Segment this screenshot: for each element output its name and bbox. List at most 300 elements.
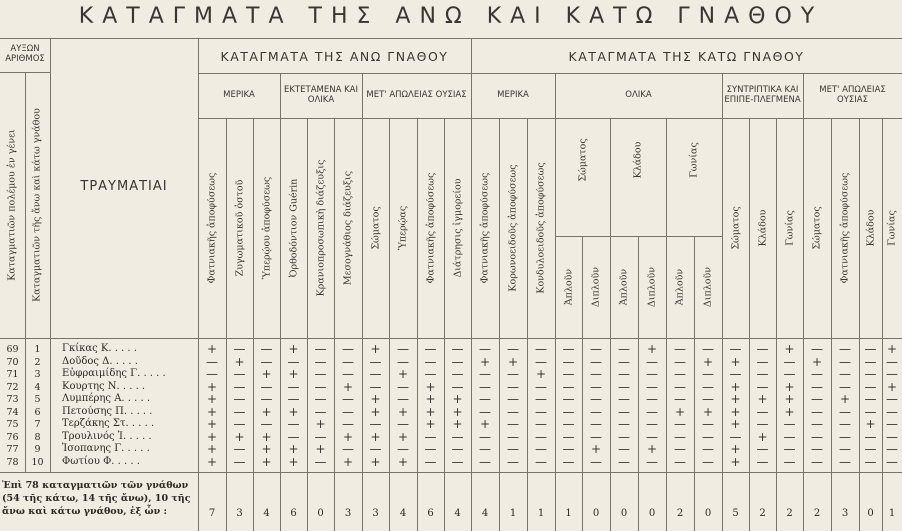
table-cell-mark: —	[233, 367, 246, 381]
table-cell-mark: —	[451, 442, 464, 456]
table-cell-mark: +	[234, 354, 245, 369]
table-cell-mark: —	[646, 429, 658, 444]
table-cell-mark: —	[864, 342, 877, 356]
table-cell-mark: +	[370, 429, 381, 444]
table-cell-mark: —	[864, 354, 877, 369]
table-cell-mark: —	[507, 392, 519, 406]
table-cell-mark: —	[646, 417, 658, 431]
total-value: 0	[592, 508, 600, 519]
column-header: Φατνιακῆς ἀποφύσεως	[425, 172, 436, 284]
column-header: Ἁπλοῦν	[674, 268, 686, 306]
table-cell-mark: —	[864, 442, 877, 456]
rule-v-col	[749, 118, 750, 531]
table-cell-mark: —	[535, 454, 547, 469]
total-value: 6	[290, 508, 297, 519]
table-cell-mark: +	[397, 404, 409, 419]
column-header: Κλάδου	[865, 209, 876, 247]
table-cell-mark: —	[646, 404, 658, 419]
table-cell-mark: —	[562, 379, 575, 394]
table-cell-mark: —	[479, 442, 491, 456]
table-cell-mark: +	[535, 367, 547, 381]
table-cell-mark: +	[315, 442, 326, 456]
row-number-jaw: 10	[31, 456, 44, 468]
subgroup-header: ΜΕΤ' ΑΠΩΛΕΙΑΣ ΟΥΣΙΑΣ	[819, 85, 886, 105]
rule-v-col	[776, 118, 777, 531]
table-cell-mark: —	[287, 354, 300, 369]
rule-v-col	[882, 118, 883, 531]
column-header: Ὑπερῴας	[397, 205, 409, 251]
table-cell-mark: —	[646, 379, 658, 394]
table-cell-mark: —	[369, 367, 382, 381]
table-cell-mark: +	[479, 417, 491, 431]
table-cell-mark: —	[535, 417, 547, 431]
table-cell-mark: —	[618, 429, 630, 444]
table-cell-mark: —	[811, 379, 823, 394]
table-cell-mark: +	[702, 354, 714, 369]
table-cell-mark: —	[424, 429, 437, 444]
row-number-war: 77	[6, 444, 19, 455]
row-number-war: 71	[6, 369, 19, 380]
table-cell-mark: +	[370, 392, 381, 406]
subgroup-header: ΕΚΤΕΤΑΜΕΝΑ ΚΑΙ ΟΛΙΚΑ	[284, 85, 358, 105]
table-cell-mark: —	[369, 354, 382, 369]
table-cell-mark: —	[729, 367, 742, 381]
table-cell-mark: —	[507, 454, 519, 469]
table-cell-mark: —	[618, 379, 630, 394]
table-cell-mark: +	[886, 379, 898, 394]
table-cell-mark: +	[370, 342, 381, 356]
table-cell-mark: —	[451, 429, 464, 444]
table-cell-mark: —	[590, 367, 602, 381]
table-cell-mark: —	[287, 392, 300, 406]
table-cell-mark: —	[424, 442, 437, 456]
table-cell-mark: —	[618, 404, 630, 419]
rule-body-bottom	[0, 472, 902, 473]
table-cell-mark: —	[342, 367, 354, 381]
table-cell-mark: —	[783, 367, 796, 381]
table-cell-mark: +	[730, 442, 741, 456]
column-header: Κονδυλοειδοῦς ἀποφύσεως	[535, 162, 547, 294]
table-cell-mark: —	[369, 442, 382, 456]
table-cell-mark: —	[702, 442, 714, 456]
row-number-jaw: 3	[34, 369, 41, 380]
table-cell-mark: —	[397, 417, 409, 431]
table-cell-mark: +	[288, 404, 299, 419]
table-cell-mark: —	[424, 454, 437, 469]
row-number-jaw: 5	[34, 394, 41, 405]
column-header: Κλάδου	[757, 209, 768, 247]
total-value: 4	[481, 508, 489, 519]
group-header-lower-jaw: ΚΑΤΑΓΜΑΤΑ ΤΗΣ ΚΑΤΩ ΓΝΑΘΟΥ	[568, 48, 805, 64]
total-value: 1	[888, 508, 896, 519]
table-cell-mark: —	[314, 454, 327, 469]
table-cell-mark: —	[535, 392, 547, 406]
rule-group	[198, 73, 902, 74]
rule-v-col	[389, 118, 390, 531]
total-value: 2	[759, 508, 766, 519]
table-cell-mark: —	[562, 454, 575, 469]
wounded-name: Πετούσης Π. . . . .	[62, 405, 153, 417]
table-cell-mark: —	[783, 442, 796, 456]
table-cell-mark: —	[590, 454, 602, 469]
column-header: Κρανιοπροσωπικὴ διάζευξις	[315, 159, 326, 297]
total-value: 3	[372, 508, 379, 519]
table-cell-mark: —	[702, 417, 714, 431]
table-cell-mark: +	[784, 342, 795, 356]
table-cell-mark: —	[618, 367, 630, 381]
table-cell-mark: —	[479, 367, 491, 381]
table-cell-mark: —	[864, 429, 877, 444]
table-cell-mark: —	[886, 392, 898, 406]
group-header-upper-jaw: ΚΑΤΑΓΜΑΤΑ ΤΗΣ ΑΝΩ ΓΝΑΘΟΥ	[220, 48, 449, 64]
table-cell-mark: —	[839, 367, 851, 381]
table-cell-mark: —	[618, 392, 630, 406]
table-cell-mark: —	[314, 429, 327, 444]
table-cell-mark: —	[206, 367, 218, 381]
table-cell-mark: —	[674, 417, 686, 431]
total-value: 4	[263, 508, 270, 519]
table-cell-mark: —	[590, 354, 602, 369]
table-cell-mark: +	[425, 417, 436, 431]
table-cell-mark: +	[839, 392, 851, 406]
table-cell-mark: —	[674, 392, 686, 406]
table-cell-mark: +	[730, 379, 741, 394]
table-cell-mark: —	[451, 367, 464, 381]
table-cell-mark: +	[288, 342, 299, 356]
table-cell-mark: —	[756, 454, 769, 469]
table-cell-mark: —	[839, 354, 851, 369]
footer-line-1: Ἐπὶ 78 καταγματιῶν τῶν γνάθων	[2, 480, 189, 491]
table-cell-mark: +	[206, 442, 218, 456]
row-number-war: 75	[6, 419, 19, 430]
table-cell-mark: —	[590, 379, 602, 394]
total-value: 0	[704, 508, 712, 519]
row-number-jaw: 6	[34, 406, 41, 418]
table-cell-mark: —	[287, 429, 300, 444]
table-cell-mark: —	[260, 342, 273, 356]
table-cell-mark: —	[811, 454, 823, 469]
table-cell-mark: +	[342, 379, 354, 394]
table-cell-mark: —	[590, 404, 602, 419]
table-cell-mark: +	[206, 342, 218, 356]
auxon-arithmos-header: ΑΥΞΩΝ ΑΡΙΘΜΟΣ	[5, 44, 45, 64]
table-cell-mark: —	[864, 367, 877, 381]
table-cell-mark: —	[590, 392, 602, 406]
table-cell-mark: +	[315, 417, 326, 431]
row-number-jaw: 4	[34, 381, 41, 393]
table-cell-mark: —	[206, 354, 218, 369]
table-cell-mark: —	[507, 379, 519, 394]
wounded-name: Τρουλινός Ἰ. . . . .	[62, 430, 152, 442]
total-value: 6	[427, 508, 434, 519]
table-cell-mark: —	[783, 454, 796, 469]
table-cell-mark: —	[260, 392, 273, 406]
table-cell-mark: —	[839, 342, 851, 356]
table-cell-mark: —	[674, 367, 686, 381]
table-cell-mark: —	[839, 417, 851, 431]
wounded-header: ΤΡΑΥΜΑΤΙΑΙ	[80, 178, 168, 194]
total-value: 1	[537, 508, 545, 519]
table-cell-mark: —	[729, 342, 742, 356]
table-cell-mark: —	[618, 442, 630, 456]
subgroup-header: ΟΛΙΚΑ	[625, 90, 652, 101]
table-cell-mark: —	[590, 429, 602, 444]
table-cell-mark: —	[535, 404, 547, 419]
total-value: 2	[786, 508, 793, 519]
table-cell-mark: —	[702, 392, 714, 406]
column-header: Ἁπλοῦν	[618, 268, 630, 306]
table-cell-mark: +	[811, 354, 823, 369]
column-header: Ζυγωματικοῦ ὀστοῦ	[234, 179, 245, 277]
total-value: 1	[565, 508, 572, 519]
table-cell-mark: —	[562, 354, 575, 369]
column-header: Σώματος	[370, 206, 381, 250]
table-cell-mark: +	[784, 379, 795, 394]
total-value: 4	[454, 508, 461, 519]
table-cell-mark: +	[397, 454, 409, 469]
table-cell-mark: —	[646, 392, 658, 406]
table-cell-mark: +	[206, 417, 218, 431]
table-cell-mark: +	[646, 442, 658, 456]
column-header: Φατνιακῆς ἀποφύσεως	[206, 172, 218, 284]
table-cell-mark: +	[452, 392, 463, 406]
table-cell-mark: —	[811, 429, 823, 444]
column-header-jaw-fractures: Καταγματιῶν τῆς ἄνω καὶ κάτω γνάθου	[31, 108, 43, 302]
table-cell-mark: +	[206, 454, 218, 469]
subgroup-header: ΜΕΤ' ΑΠΩΛΕΙΑΣ ΟΥΣΙΑΣ	[366, 90, 467, 101]
table-cell-mark: —	[839, 379, 851, 394]
table-cell-mark: —	[342, 417, 354, 431]
table-cell-mark: —	[756, 379, 769, 394]
table-cell-mark: —	[479, 392, 491, 406]
total-value: 3	[344, 508, 352, 519]
rule-header-bottom	[0, 338, 902, 339]
total-value: 4	[399, 508, 407, 519]
table-cell-mark: —	[479, 429, 491, 444]
table-cell-mark: —	[260, 417, 273, 431]
table-cell-mark: +	[507, 354, 519, 369]
total-value: 7	[208, 508, 216, 519]
table-cell-mark: —	[702, 454, 714, 469]
table-cell-mark: —	[618, 454, 630, 469]
row-number-jaw: 2	[34, 356, 41, 368]
table-cell-mark: —	[562, 342, 575, 356]
table-cell-mark: +	[425, 404, 436, 419]
table-cell-mark: —	[369, 379, 382, 394]
table-cell-mark: +	[730, 404, 741, 419]
total-value: 3	[236, 508, 243, 519]
table-cell-mark: —	[646, 367, 658, 381]
table-cell-mark: —	[451, 379, 464, 394]
wounded-name: Δοῦδος Δ. . . . .	[62, 355, 138, 367]
column-header: Μεσογνάθιος διάζευξις	[342, 170, 354, 286]
table-cell-mark: —	[646, 354, 658, 369]
table-cell-mark: —	[864, 404, 877, 419]
table-cell-mark: —	[674, 354, 686, 369]
total-value: 2	[813, 508, 821, 519]
table-cell-mark: +	[206, 379, 218, 394]
table-cell-mark: +	[730, 354, 741, 369]
rule-v-col	[527, 118, 528, 531]
table-cell-mark: —	[886, 417, 898, 431]
rule-v-col	[253, 118, 254, 531]
olika-part-header: Γωνίας	[688, 142, 700, 178]
table-cell-mark: —	[886, 454, 898, 469]
column-header: Διάτρησις ἰγμορείου	[452, 178, 463, 278]
table-cell-mark: —	[397, 342, 409, 356]
table-cell-mark: +	[425, 379, 436, 394]
table-cell-mark: —	[535, 442, 547, 456]
total-value: 0	[867, 508, 874, 519]
total-value: 5	[732, 508, 739, 519]
table-cell-mark: —	[839, 442, 851, 456]
table-cell-mark: +	[397, 429, 409, 444]
rule-subgroup	[198, 118, 902, 119]
table-cell-mark: —	[646, 454, 658, 469]
total-value: 0	[648, 508, 656, 519]
table-cell-mark: —	[507, 404, 519, 419]
page-title: ΚΑΤΑΓΜΑΤΑ ΤΗΣ ΑΝΩ ΚΑΙ ΚΑΤΩ ΓΝΑΘΟΥ	[78, 4, 824, 29]
table-cell-mark: +	[206, 392, 218, 406]
table-cell-mark: +	[288, 442, 299, 456]
table-cell-mark: +	[206, 429, 218, 444]
row-number-war: 74	[6, 406, 19, 418]
table-cell-mark: —	[314, 379, 327, 394]
table-cell-mark: +	[784, 404, 795, 419]
table-cell-mark: —	[287, 417, 300, 431]
table-cell-mark: +	[452, 404, 463, 419]
table-cell-mark: —	[702, 342, 714, 356]
column-header: Γωνίας	[886, 210, 898, 246]
total-value: 1	[509, 508, 517, 519]
rule-v-col	[307, 118, 308, 531]
table-cell-mark: —	[674, 454, 686, 469]
table-cell-mark: —	[507, 442, 519, 456]
rule-v-col	[226, 118, 227, 531]
table-cell-mark: —	[674, 379, 686, 394]
table-cell-mark: +	[730, 417, 741, 431]
table-cell-mark: —	[562, 367, 575, 381]
table-cell-mark: —	[424, 367, 437, 381]
table-cell-mark: —	[424, 354, 437, 369]
table-cell-mark: —	[839, 454, 851, 469]
table-cell-mark: +	[288, 454, 299, 469]
row-number-war: 72	[6, 381, 19, 393]
footer-note	[2, 480, 198, 518]
table-cell-mark: +	[206, 404, 218, 419]
table-cell-mark: —	[886, 354, 898, 369]
table-cell-mark: —	[479, 379, 491, 394]
wounded-name: Γκίκας Κ. . . . .	[62, 343, 137, 354]
column-header: Ὀρθοδόντιον Guérin	[288, 178, 299, 278]
table-cell-mark: —	[729, 429, 742, 444]
total-value: 0	[317, 508, 324, 519]
row-number-war: 70	[6, 356, 19, 368]
olika-part-header: Κλάδου	[632, 141, 644, 179]
table-cell-mark: —	[342, 342, 354, 356]
table-cell-mark: +	[261, 429, 272, 444]
wounded-name: Ἰσοπανης Γ. . . . .	[62, 443, 150, 454]
table-cell-mark: —	[342, 392, 354, 406]
table-cell-mark: —	[562, 392, 575, 406]
column-header: Γωνίας	[784, 210, 795, 246]
table-cell-mark: —	[618, 342, 630, 356]
rule-top	[0, 38, 902, 39]
wounded-name: Φωτίου Φ. . . . .	[62, 455, 140, 467]
table-cell-mark: —	[886, 404, 898, 419]
table-cell-mark: —	[535, 379, 547, 394]
table-cell-mark: —	[886, 442, 898, 456]
table-cell-mark: —	[314, 392, 327, 406]
table-cell-mark: +	[757, 392, 768, 406]
row-number-war: 73	[6, 394, 19, 405]
table-cell-mark: —	[590, 342, 602, 356]
table-cell-mark: +	[425, 392, 436, 406]
table-cell-mark: —	[397, 442, 409, 456]
rule-v-col	[499, 118, 500, 531]
table-cell-mark: —	[260, 379, 273, 394]
table-cell-mark: —	[864, 392, 877, 406]
column-header-war-fractures: Καταγματιῶν πολέμου ἐν γένει	[6, 129, 18, 281]
table-cell-mark: +	[784, 392, 795, 406]
footer-line-3: ἄνω καὶ κάτω γνάθου, ἐξ ὧν :	[2, 505, 167, 517]
table-cell-mark: —	[397, 379, 409, 394]
table-cell-mark: —	[783, 429, 796, 444]
table-cell-mark: +	[370, 454, 381, 469]
table-cell-mark: —	[811, 442, 823, 456]
table-cell-mark: +	[261, 404, 272, 419]
table-cell-mark: +	[342, 454, 354, 469]
table-cell-mark: —	[314, 354, 327, 369]
wounded-name: Εὐφραιμίδης Γ. . . . .	[62, 368, 166, 379]
table-cell-mark: —	[507, 417, 519, 431]
table-cell-mark: +	[342, 429, 354, 444]
table-cell-mark: —	[756, 442, 769, 456]
table-cell-mark: —	[535, 342, 547, 356]
subgroup-header: ΜΕΡΙΚΑ	[497, 90, 529, 101]
table-cell-mark: —	[342, 354, 354, 369]
table-cell-mark: —	[535, 354, 547, 369]
table-cell-mark: +	[479, 354, 491, 369]
table-cell-mark: —	[864, 379, 877, 394]
table-cell-mark: —	[479, 404, 491, 419]
table-cell-mark: +	[261, 454, 272, 469]
subgroup-header: ΣΥΝΤΡΙΠΤΙΚΑ ΚΑΙ ΕΠΙΠΕ-ΠΛΕΓΜΕΝΑ	[724, 85, 801, 105]
row-number-jaw: 9	[34, 444, 41, 455]
table-cell-mark: —	[562, 417, 575, 431]
table-cell-mark: —	[233, 454, 246, 469]
table-cell-mark: —	[562, 429, 575, 444]
table-cell-mark: —	[479, 342, 491, 356]
table-cell-mark: +	[397, 367, 409, 381]
table-cell-mark: —	[886, 429, 898, 444]
table-cell-mark: —	[756, 367, 769, 381]
table-cell-mark: —	[451, 354, 464, 369]
table-cell-mark: +	[370, 404, 381, 419]
column-header: Σώματος	[811, 206, 823, 250]
table-cell-mark: —	[674, 429, 686, 444]
table-cell-mark: +	[234, 429, 245, 444]
olika-part-header: Σώματος	[577, 138, 588, 182]
table-cell-mark: —	[756, 342, 769, 356]
table-cell-mark: —	[451, 454, 464, 469]
table-cell-mark: —	[886, 367, 898, 381]
table-cell-mark: —	[342, 442, 354, 456]
table-cell-mark: —	[507, 367, 519, 381]
row-number-war: 69	[6, 344, 19, 355]
table-cell-mark: +	[730, 392, 741, 406]
table-cell-mark: +	[261, 367, 272, 381]
